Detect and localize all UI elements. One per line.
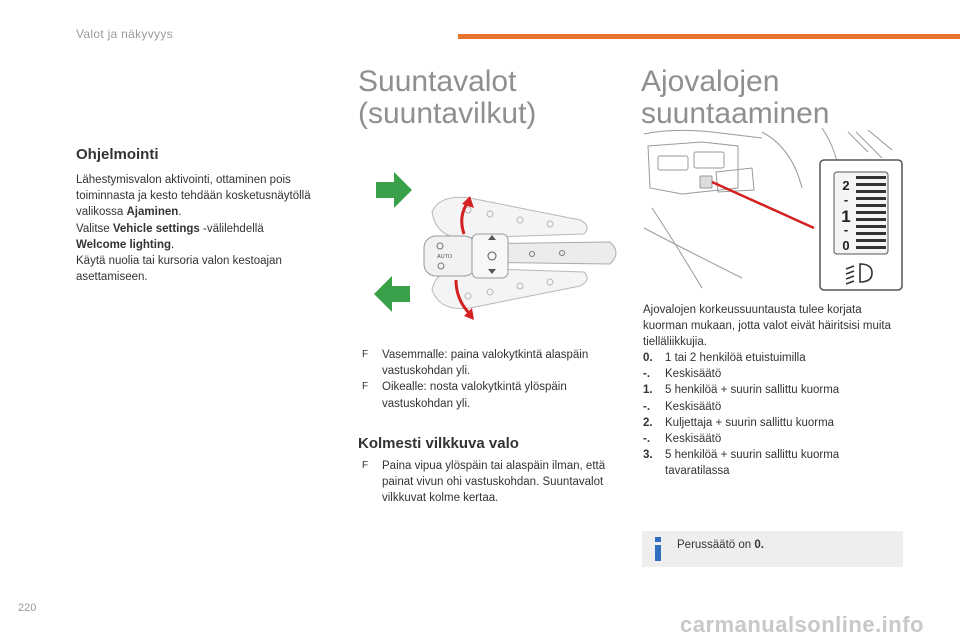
para2-end: .	[171, 238, 175, 251]
step-num: 1.	[643, 384, 653, 397]
headlamp-adjuster-illustration	[642, 128, 904, 294]
bullet-triple-flash	[358, 458, 620, 507]
info-text-main: Perussäätö on	[677, 539, 755, 551]
title-line1: Ajovalojen	[641, 65, 780, 98]
step-text: 5 henkilöä + suurin sallittu kuorma	[665, 384, 840, 397]
info-box	[642, 531, 903, 567]
step-row	[643, 431, 898, 447]
step-row	[643, 399, 898, 415]
header-accent-bar	[458, 34, 960, 39]
para2-start: Valitse	[76, 222, 113, 235]
para2-mid: -välilehdellä	[199, 222, 264, 235]
bullet-mark: F	[362, 381, 369, 393]
step-num: 0.	[643, 352, 653, 364]
step-num: 3.	[643, 449, 653, 462]
headlamp-steps	[643, 350, 898, 480]
para3-text: Käytä nuolia tai kursoria valon kestoajan asettamiseen.	[76, 255, 282, 284]
dial-label-2: 2	[842, 178, 850, 193]
step-row	[643, 447, 898, 479]
step-text: Kuljettaja + suurin sallittu kuorma	[665, 416, 835, 429]
headlamp-intro: Ajovalojen korkeussuuntausta tulee korjata kuorman mukaan, jotta valot eivät häiritsisi muita tielläliikkujia.	[643, 304, 891, 349]
triple-flash-section	[358, 435, 620, 507]
step-row	[643, 350, 898, 366]
adjuster-dial-panel	[820, 160, 902, 290]
dial-label-1: 1	[841, 207, 851, 226]
bullet-mark: F	[362, 460, 369, 471]
para1-end: .	[178, 206, 182, 219]
step-num: 2.	[643, 416, 653, 429]
step-text: Keskisäätö	[665, 368, 722, 381]
step-text: Keskisäätö	[665, 400, 722, 413]
para1-bold: Ajaminen	[126, 206, 179, 219]
bullet-right-indicator	[358, 379, 620, 411]
info-text	[677, 539, 764, 551]
watermark: carmanualsonline.info	[680, 612, 924, 637]
step-num: -.	[643, 368, 651, 381]
indicator-bullets	[358, 347, 620, 412]
pointer-line	[712, 182, 814, 228]
step-row	[643, 366, 898, 382]
para2-bold1: Vehicle settings	[112, 222, 200, 235]
section-label: Valot ja näkyvyys	[76, 27, 173, 41]
stalk-ghost-up	[432, 197, 587, 238]
left-column	[76, 146, 326, 285]
title-line2: suuntaaminen	[641, 97, 830, 130]
step-text: 5 henkilöä + suurin sallittu kuorma tavaratilassa	[665, 449, 840, 478]
info-icon	[652, 537, 664, 561]
step-num: -.	[643, 400, 651, 413]
arrow-right-icon	[376, 172, 412, 208]
left-paragraph	[76, 172, 326, 285]
stalk-auto-label: AUTO	[437, 254, 453, 260]
step-text: 1 tai 2 henkilöä etuistuimilla	[665, 352, 806, 364]
bullet-text: Oikealle: nosta valokytkintä ylöspäin vastuskohdan yli.	[382, 381, 567, 410]
title-line2: (suuntavilkut)	[358, 97, 537, 130]
title-ajovalojen	[641, 66, 921, 130]
dial-label-0: 0	[842, 238, 850, 253]
para1-text: Lähestymisvalon aktivointi, ottaminen pois toiminnasta ja kesto tehdään kosketusnäytöllä valikossa	[76, 174, 311, 219]
bullet-text: Paina vipua ylöspäin tai alaspäin ilman, että painat vivun ohi vastuskohdan. Suuntavalot vilkkuvat kolme kertaa.	[382, 460, 606, 505]
arrow-left-icon	[374, 276, 410, 312]
title-line1: Suuntavalot	[358, 65, 517, 98]
indicator-stalk-illustration	[360, 168, 622, 334]
step-row	[643, 382, 898, 398]
heading-kolmesti: Kolmesti vilkkuva valo	[358, 435, 519, 452]
step-text: Keskisäätö	[665, 433, 722, 446]
bullet-mark: F	[362, 349, 369, 360]
heading-ohjelmointi: Ohjelmointi	[76, 146, 159, 163]
step-row	[643, 415, 898, 431]
bullet-text: Vasemmalle: paina valokytkintä alaspäin vastuskohdan yli.	[382, 349, 589, 378]
dial-label-dash: -	[843, 192, 849, 207]
title-suuntavalot	[358, 66, 618, 130]
para2-bold2: Welcome lighting	[76, 238, 171, 251]
info-text-bold: 0.	[754, 539, 764, 551]
dial-label-dash: -	[843, 222, 849, 237]
bullet-left-indicator	[358, 347, 620, 379]
page-number: 220	[18, 602, 37, 614]
step-num: -.	[643, 433, 651, 446]
